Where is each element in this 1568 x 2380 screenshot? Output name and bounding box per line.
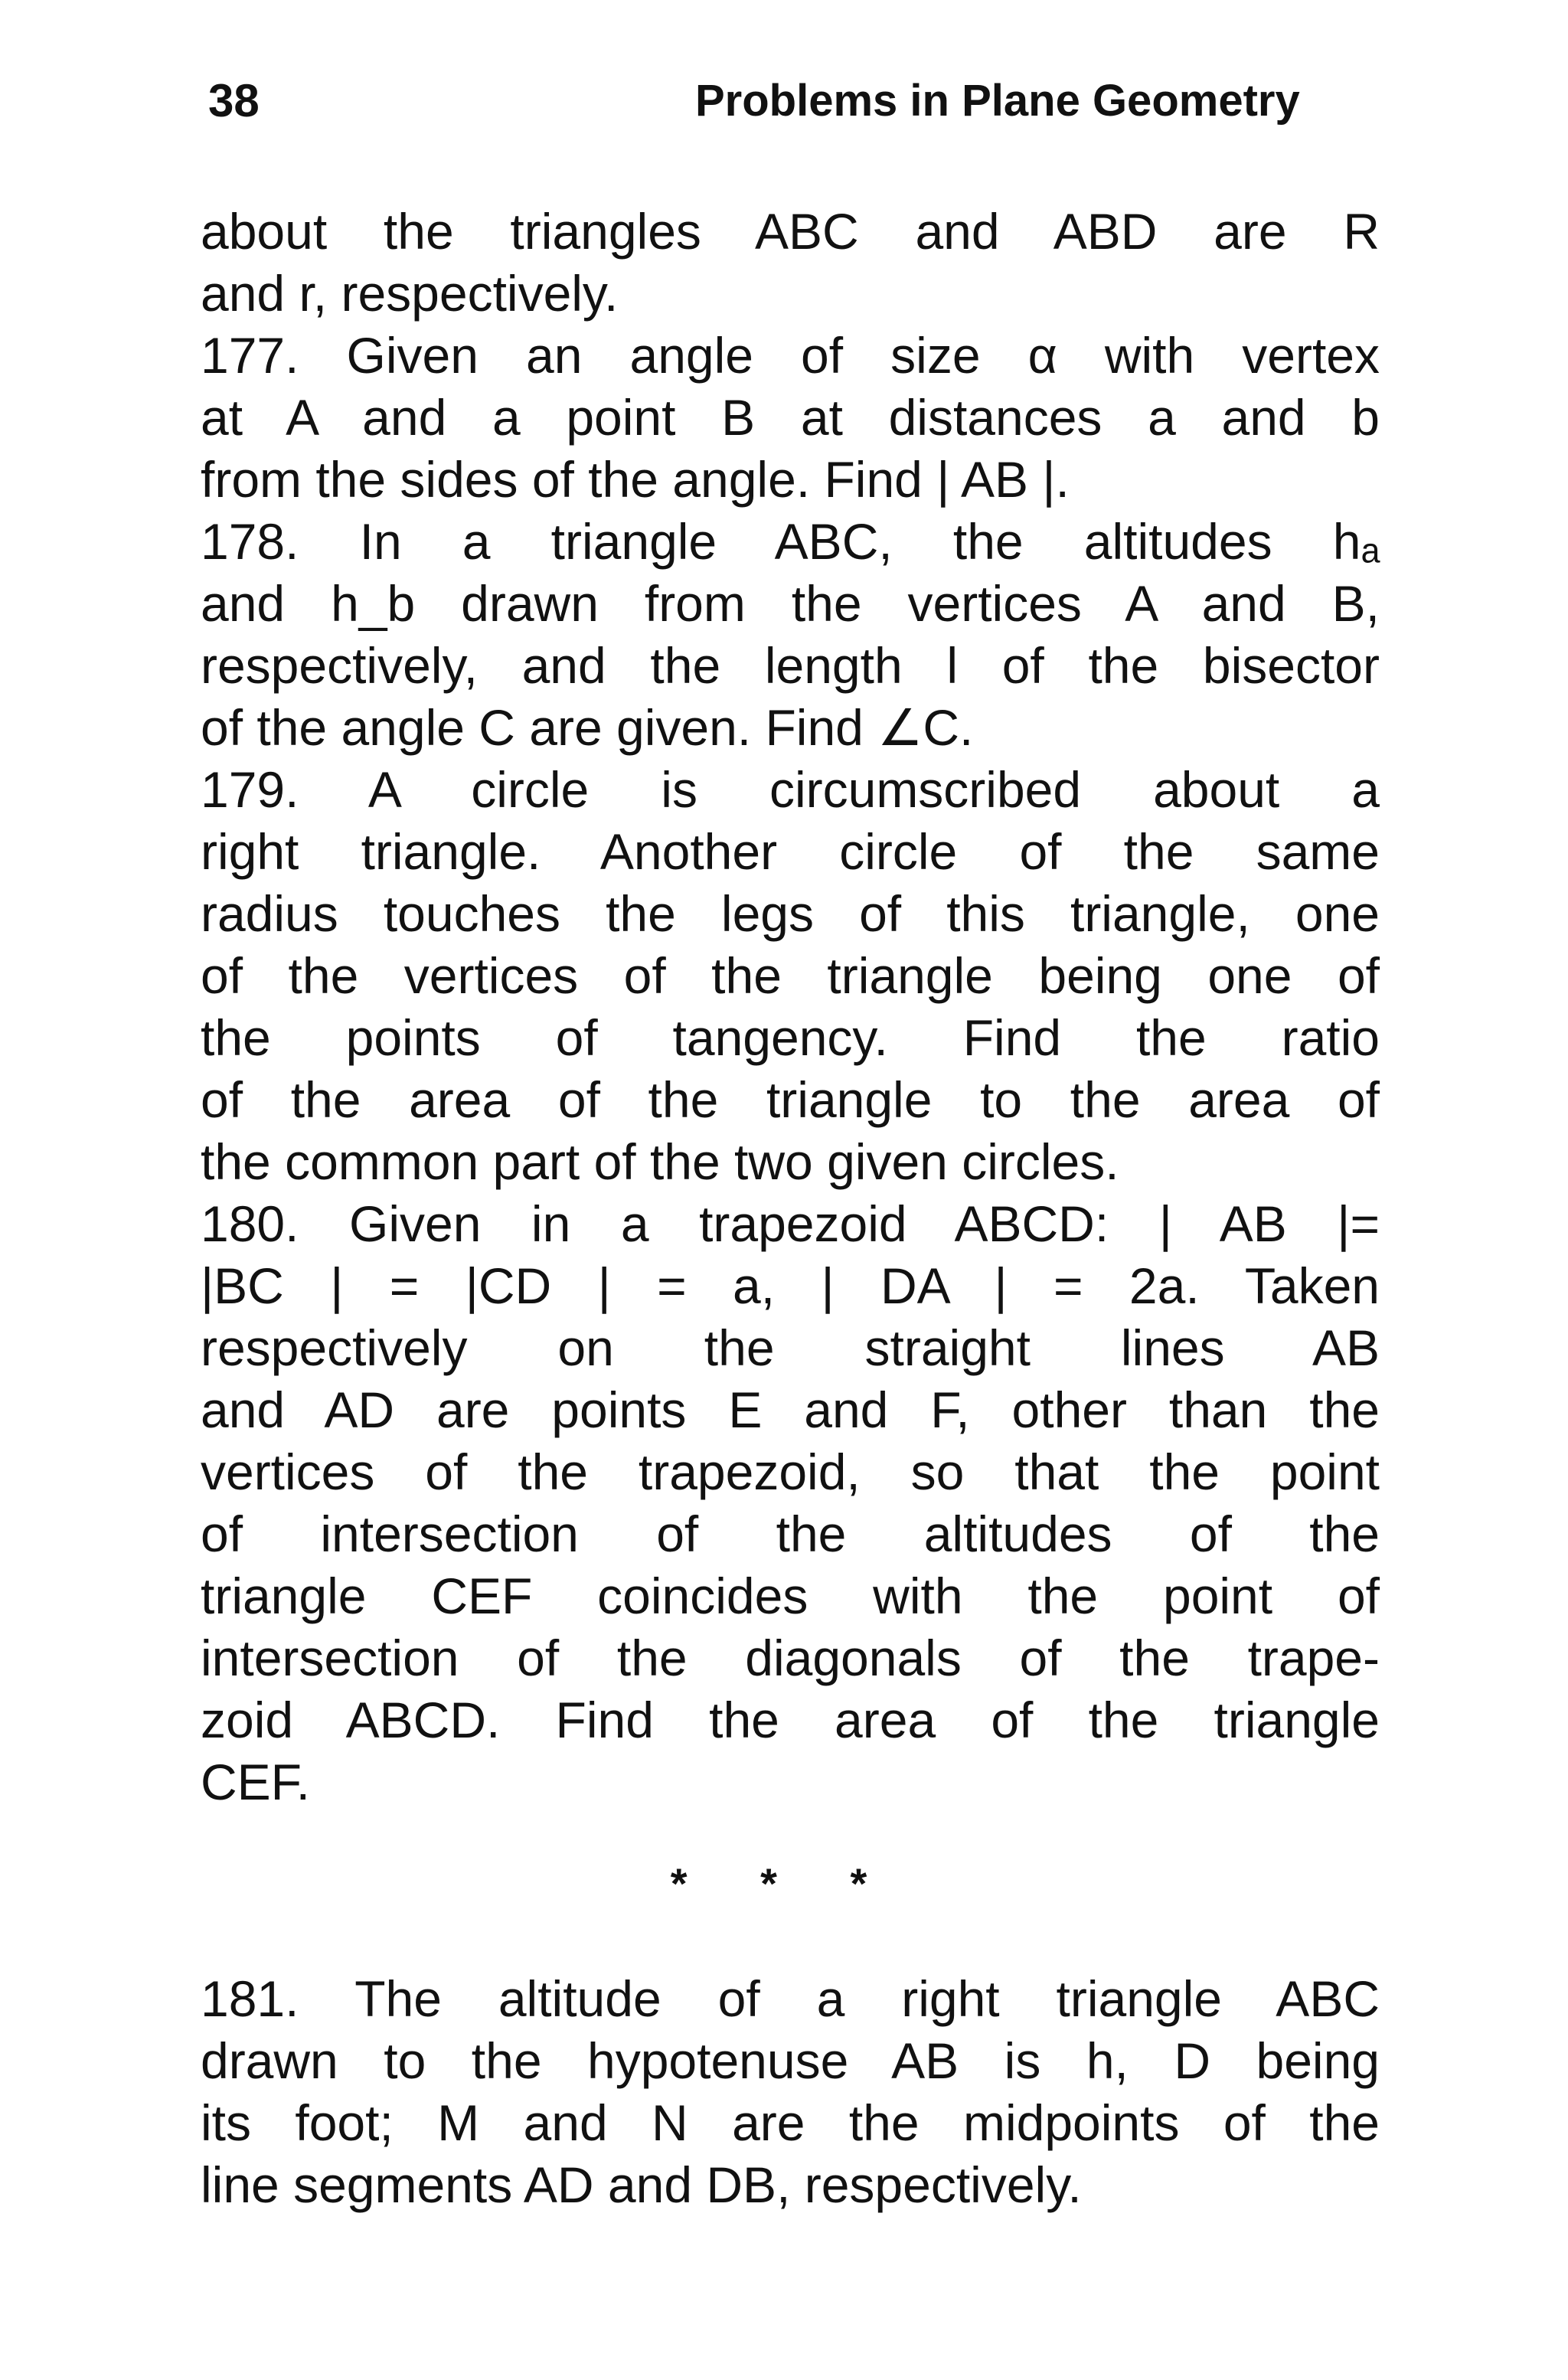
text-line: its foot; M and N are the midpoints of the [201,2094,1380,2151]
text-line: and r, respectively. [201,265,619,322]
text-line: vertices of the trapezoid, so that the point [201,1443,1380,1500]
text-line: |BC | = |CD | = a, | DA | = 2a. Taken [201,1257,1380,1314]
text-line: zoid ABCD. Find the area of the triangle [201,1692,1380,1748]
text-line: of the angle C are given. Find ∠C. [201,699,974,756]
text-line: drawn to the hypotenuse AB is h, D being [201,2032,1380,2089]
text-line: of the vertices of the triangle being one of [201,947,1380,1004]
text-line: the points of tangency. Find the ratio [201,1009,1380,1066]
text-line: right triangle. Another circle of the same [201,823,1380,880]
text-line: triangle CEF coincides with the point of [201,1568,1380,1624]
text-line: of the area of the triangle to the area of [201,1071,1380,1128]
problem-text-continued [201,1968,1380,2216]
text-line: the common part of the two given circles. [201,1133,1119,1190]
text-line: 180. Given in a trapezoid ABCD: | AB |= [201,1195,1380,1252]
text-line: respectively on the straight lines AB [201,1319,1380,1376]
problem-text [201,201,1380,1813]
text-line: of intersection of the altitudes of the [201,1505,1380,1562]
text-line: 178. In a triangle ABC, the altitudes hₐ [201,513,1380,570]
text-line: radius touches the legs of this triangle, one [201,885,1380,942]
section-separator: * * * [670,1859,898,1908]
text-line: at A and a point B at distances a and b [201,389,1380,446]
text-line: respectively, and the length l of the bisector [201,637,1380,694]
page-number: 38 [208,75,260,126]
text-line: 181. The altitude of a right triangle ABC [201,1970,1380,2027]
text-line: CEF. [201,1754,311,1810]
running-title: Problems in Plane Geometry [695,76,1300,126]
text-line: and h_b drawn from the vertices A and B, [201,575,1380,632]
text-line: from the sides of the angle. Find | AB |. [201,451,1070,508]
text-line: about the triangles ABC and ABD are R [201,203,1380,260]
text-line: 177. Given an angle of size α with vertex [201,327,1380,384]
text-line: 179. A circle is circumscribed about a [201,761,1380,818]
text-line: line segments AD and DB, respectively. [201,2156,1082,2213]
text-line: intersection of the diagonals of the trape- [201,1630,1380,1686]
text-line: and AD are points E and F, other than the [201,1381,1380,1438]
